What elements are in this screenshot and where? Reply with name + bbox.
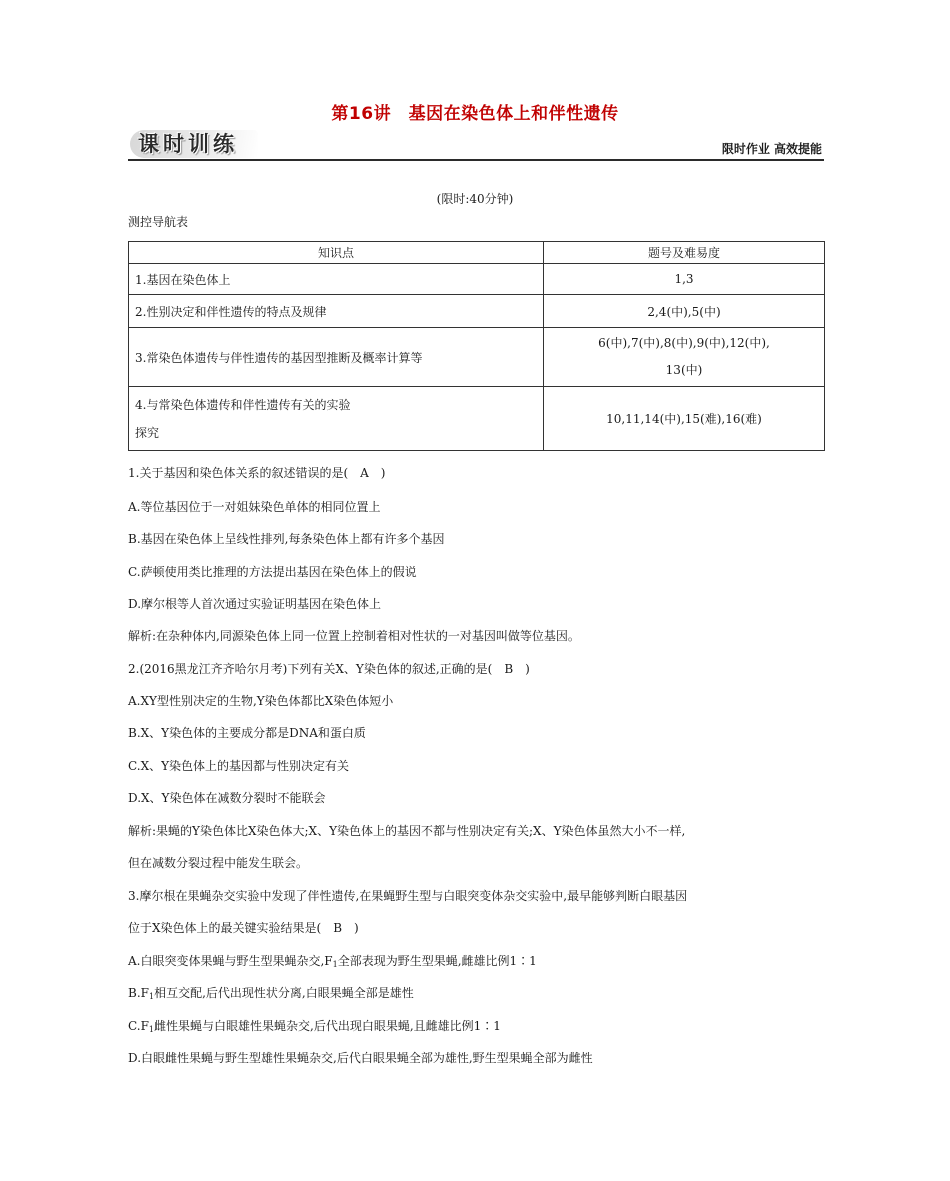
question-1-option-c: C.萨顿使用类比推理的方法提出基因在染色体上的假说 bbox=[128, 565, 417, 579]
question-3-option-b: $B.F_1$相互交配,后代出现性状分离,白眼果蝇全部是雄性 bbox=[128, 986, 414, 1001]
question-1-stem: 1.关于基因和染色体关系的叙述错误的是( A ) bbox=[128, 466, 386, 480]
question-3-option-a: A.白眼突变体果蝇与野生型果蝇杂交$,F_1$全部表现为野生型果蝇,雌雄比例1∶1 bbox=[128, 954, 537, 969]
table-row bbox=[129, 387, 825, 451]
knowledge-line: 4.与常染色体遗传和伴性遗传有关的实验 bbox=[135, 397, 351, 412]
questions-cell bbox=[544, 328, 825, 387]
knowledge-cell: 3.常染色体遗传与伴性遗传的基因型推断及概率计算等 bbox=[129, 328, 544, 387]
question-2-option-b: B.X、Y染色体的主要成分都是DNA和蛋白质 bbox=[128, 726, 366, 740]
header-knowledge: 知识点 bbox=[129, 242, 544, 264]
question-1-option-d: D.摩尔根等人首次通过实验证明基因在染色体上 bbox=[128, 597, 382, 611]
question-1-option-a: A.等位基因位于一对姐妹染色单体的相同位置上 bbox=[128, 500, 381, 514]
table-row bbox=[129, 264, 825, 295]
question-2-option-a: A.XY型性别决定的生物,Y染色体都比X染色体短小 bbox=[128, 694, 394, 708]
knowledge-cell: 1.基因在染色体上 bbox=[129, 264, 544, 295]
question-2-stem: 2.(2016黑龙江齐齐哈尔月考)下列有关X、Y染色体的叙述,正确的是( B ) bbox=[128, 662, 530, 676]
questions-line: 13(中) bbox=[665, 363, 703, 377]
questions-cell: 1,3 bbox=[544, 264, 825, 295]
questions-cell: 10,11,14(中),15(难),16(难) bbox=[544, 387, 825, 451]
table-caption: 测控导航表 bbox=[128, 215, 189, 229]
banner-rule bbox=[128, 159, 824, 161]
section-banner bbox=[128, 127, 824, 163]
question-2-option-c: C.X、Y染色体上的基因都与性别决定有关 bbox=[128, 759, 350, 773]
page-title: 第16讲 基因在染色体上和伴性遗传 bbox=[331, 104, 619, 124]
question-3-stem-line: 位于X染色体上的最关键实验结果是( B ) bbox=[128, 921, 359, 935]
question-3-option-c: $C.F_1$雌性果蝇与白眼雄性果蝇杂交,后代出现白眼果蝇,且雌雄比例1∶1 bbox=[128, 1019, 501, 1034]
table-row bbox=[129, 328, 825, 387]
table-header-row bbox=[129, 242, 825, 264]
question-3-option-d: D.白眼雌性果蝇与野生型雄性果蝇杂交,后代白眼果蝇全部为雄性,野生型果蝇全部为雌性 bbox=[128, 1051, 593, 1065]
banner-slogan: 限时作业 高效提能 bbox=[721, 142, 822, 156]
knowledge-cell: 2.性别决定和伴性遗传的特点及规律 bbox=[129, 295, 544, 328]
question-1-analysis: 解析:在杂种体内,同源染色体上同一位置上控制着相对性状的一对基因叫做等位基因。 bbox=[128, 629, 580, 643]
header-questions: 题号及难易度 bbox=[544, 242, 825, 264]
knowledge-line: 探究 bbox=[135, 425, 160, 440]
table-row bbox=[129, 295, 825, 328]
questions-cell: 2,4(中),5(中) bbox=[544, 295, 825, 328]
banner-badge: 课时训练 bbox=[130, 130, 258, 158]
question-2-analysis-line: 但在减数分裂过程中能发生联会。 bbox=[128, 856, 309, 870]
navigation-table bbox=[128, 241, 825, 451]
questions-line: 6(中),7(中),8(中),9(中),12(中), bbox=[598, 336, 770, 350]
question-1-option-b: B.基因在染色体上呈线性排列,每条染色体上都有许多个基因 bbox=[128, 532, 445, 546]
question-3-stem-line: 3.摩尔根在果蝇杂交实验中发现了伴性遗传,在果蝇野生型与白眼突变体杂交实验中,最早能够判断白眼基因 bbox=[128, 889, 688, 903]
time-limit: (限时:40分钟) bbox=[436, 192, 514, 206]
question-2-option-d: D.X、Y染色体在减数分裂时不能联会 bbox=[128, 791, 326, 805]
knowledge-cell bbox=[129, 387, 544, 451]
question-2-analysis-line: 解析:果蝇的Y染色体比X染色体大;X、Y染色体上的基因不都与性别决定有关;X、Y染色体虽然大小不一样, bbox=[128, 824, 686, 838]
